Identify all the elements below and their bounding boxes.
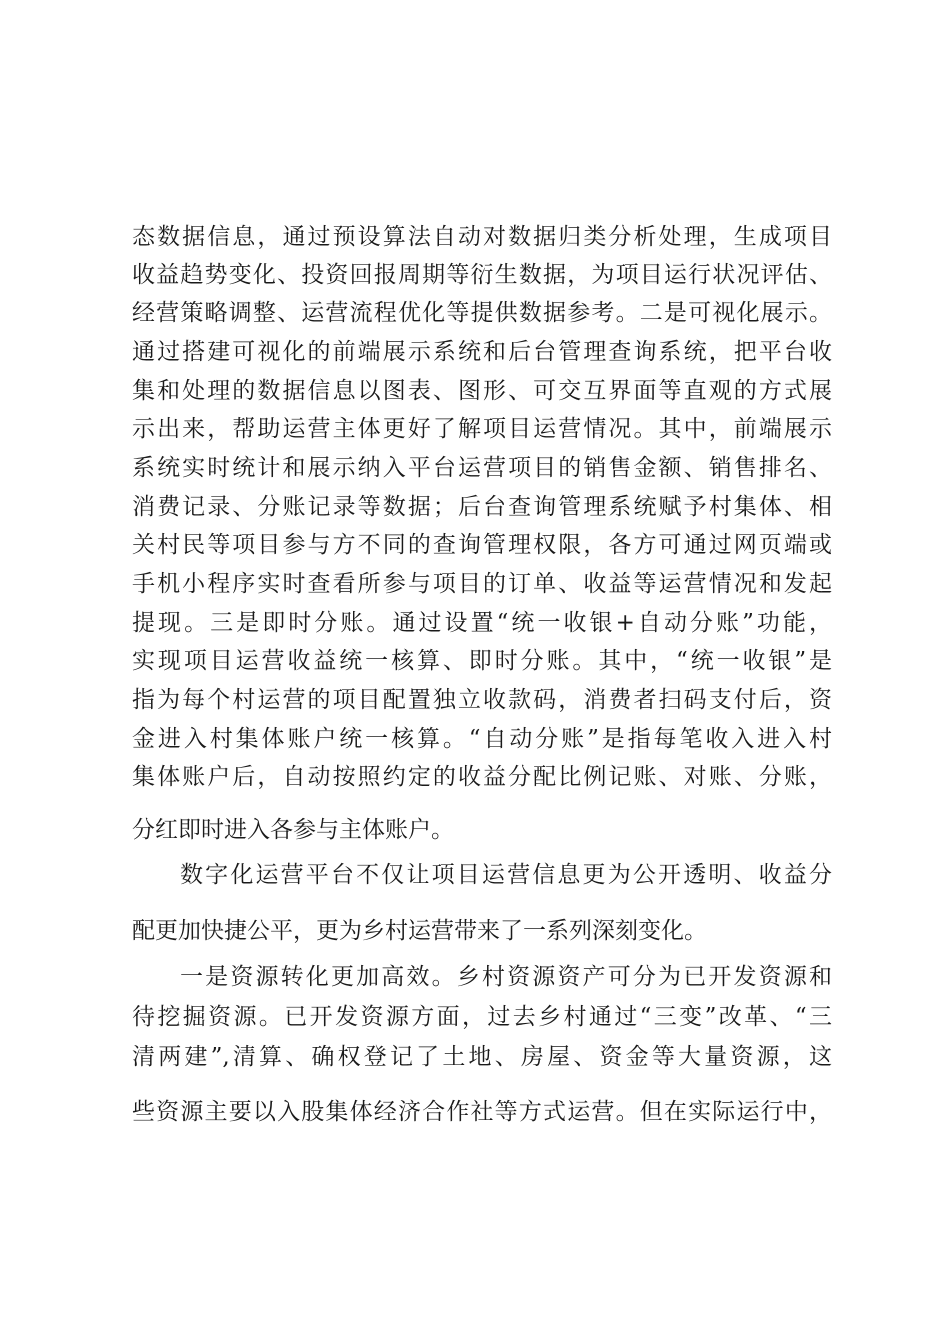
text-line-20: 待挖掘资源。已开发资源方面，过去乡村通过“三变”改革、“三 (132, 1004, 832, 1030)
text-line-3: 经营策略调整、运营流程优化等提供数据参考。二是可视化展示。 (132, 300, 832, 326)
text-line-10: 手机小程序实时查看所参与项目的订单、收益等运营情况和发起 (132, 571, 832, 597)
text-line-11: 提现。三是即时分账。通过设置“统一收银+自动分账”功能， (132, 610, 832, 636)
text-line-2: 收益趋势变化、投资回报周期等衍生数据，为项目运行状况评估、 (132, 262, 832, 288)
text-line-18: 配更加快捷公平，更为乡村运营带来了一系列深刻变化。 (132, 918, 707, 944)
text-line-13: 指为每个村运营的项目配置独立收款码，消费者扫码支付后，资 (132, 687, 832, 713)
text-line-15: 集体账户后，自动按照约定的收益分配比例记账、对账、分账， (132, 764, 832, 790)
text-line-7: 系统实时统计和展示纳入平台运营项目的销售金额、销售排名、 (132, 455, 832, 481)
text-line-12: 实现项目运营收益统一核算、即时分账。其中，“统一收银”是 (132, 648, 832, 674)
text-line-22: 些资源主要以入股集体经济合作社等方式运营。但在实际运行中， (132, 1099, 832, 1125)
text-line-8: 消费记录、分账记录等数据；后台查询管理系统赋予村集体、相 (132, 494, 832, 520)
text-line-19: 一是资源转化更加高效。乡村资源资产可分为已开发资源和 (180, 964, 832, 990)
text-line-1: 态数据信息，通过预设算法自动对数据归类分析处理，生成项目 (132, 224, 832, 250)
text-line-16: 分红即时进入各参与主体账户。 (132, 817, 454, 843)
text-line-4: 通过搭建可视化的前端展示系统和后台管理查询系统，把平台收 (132, 339, 832, 365)
text-line-5: 集和处理的数据信息以图表、图形、可交互界面等直观的方式展 (132, 378, 832, 404)
text-line-21: 清两建”,清算、确权登记了土地、房屋、资金等大量资源，这 (132, 1044, 832, 1070)
text-line-9: 关村民等项目参与方不同的查询管理权限，各方可通过网页端或 (132, 532, 832, 558)
text-line-6: 示出来，帮助运营主体更好了解项目运营情况。其中，前端展示 (132, 416, 832, 442)
text-line-14: 金进入村集体账户统一核算。“自动分账”是指每笔收入进入村 (132, 726, 832, 752)
text-line-17: 数字化运营平台不仅让项目运营信息更为公开透明、收益分 (180, 862, 832, 888)
